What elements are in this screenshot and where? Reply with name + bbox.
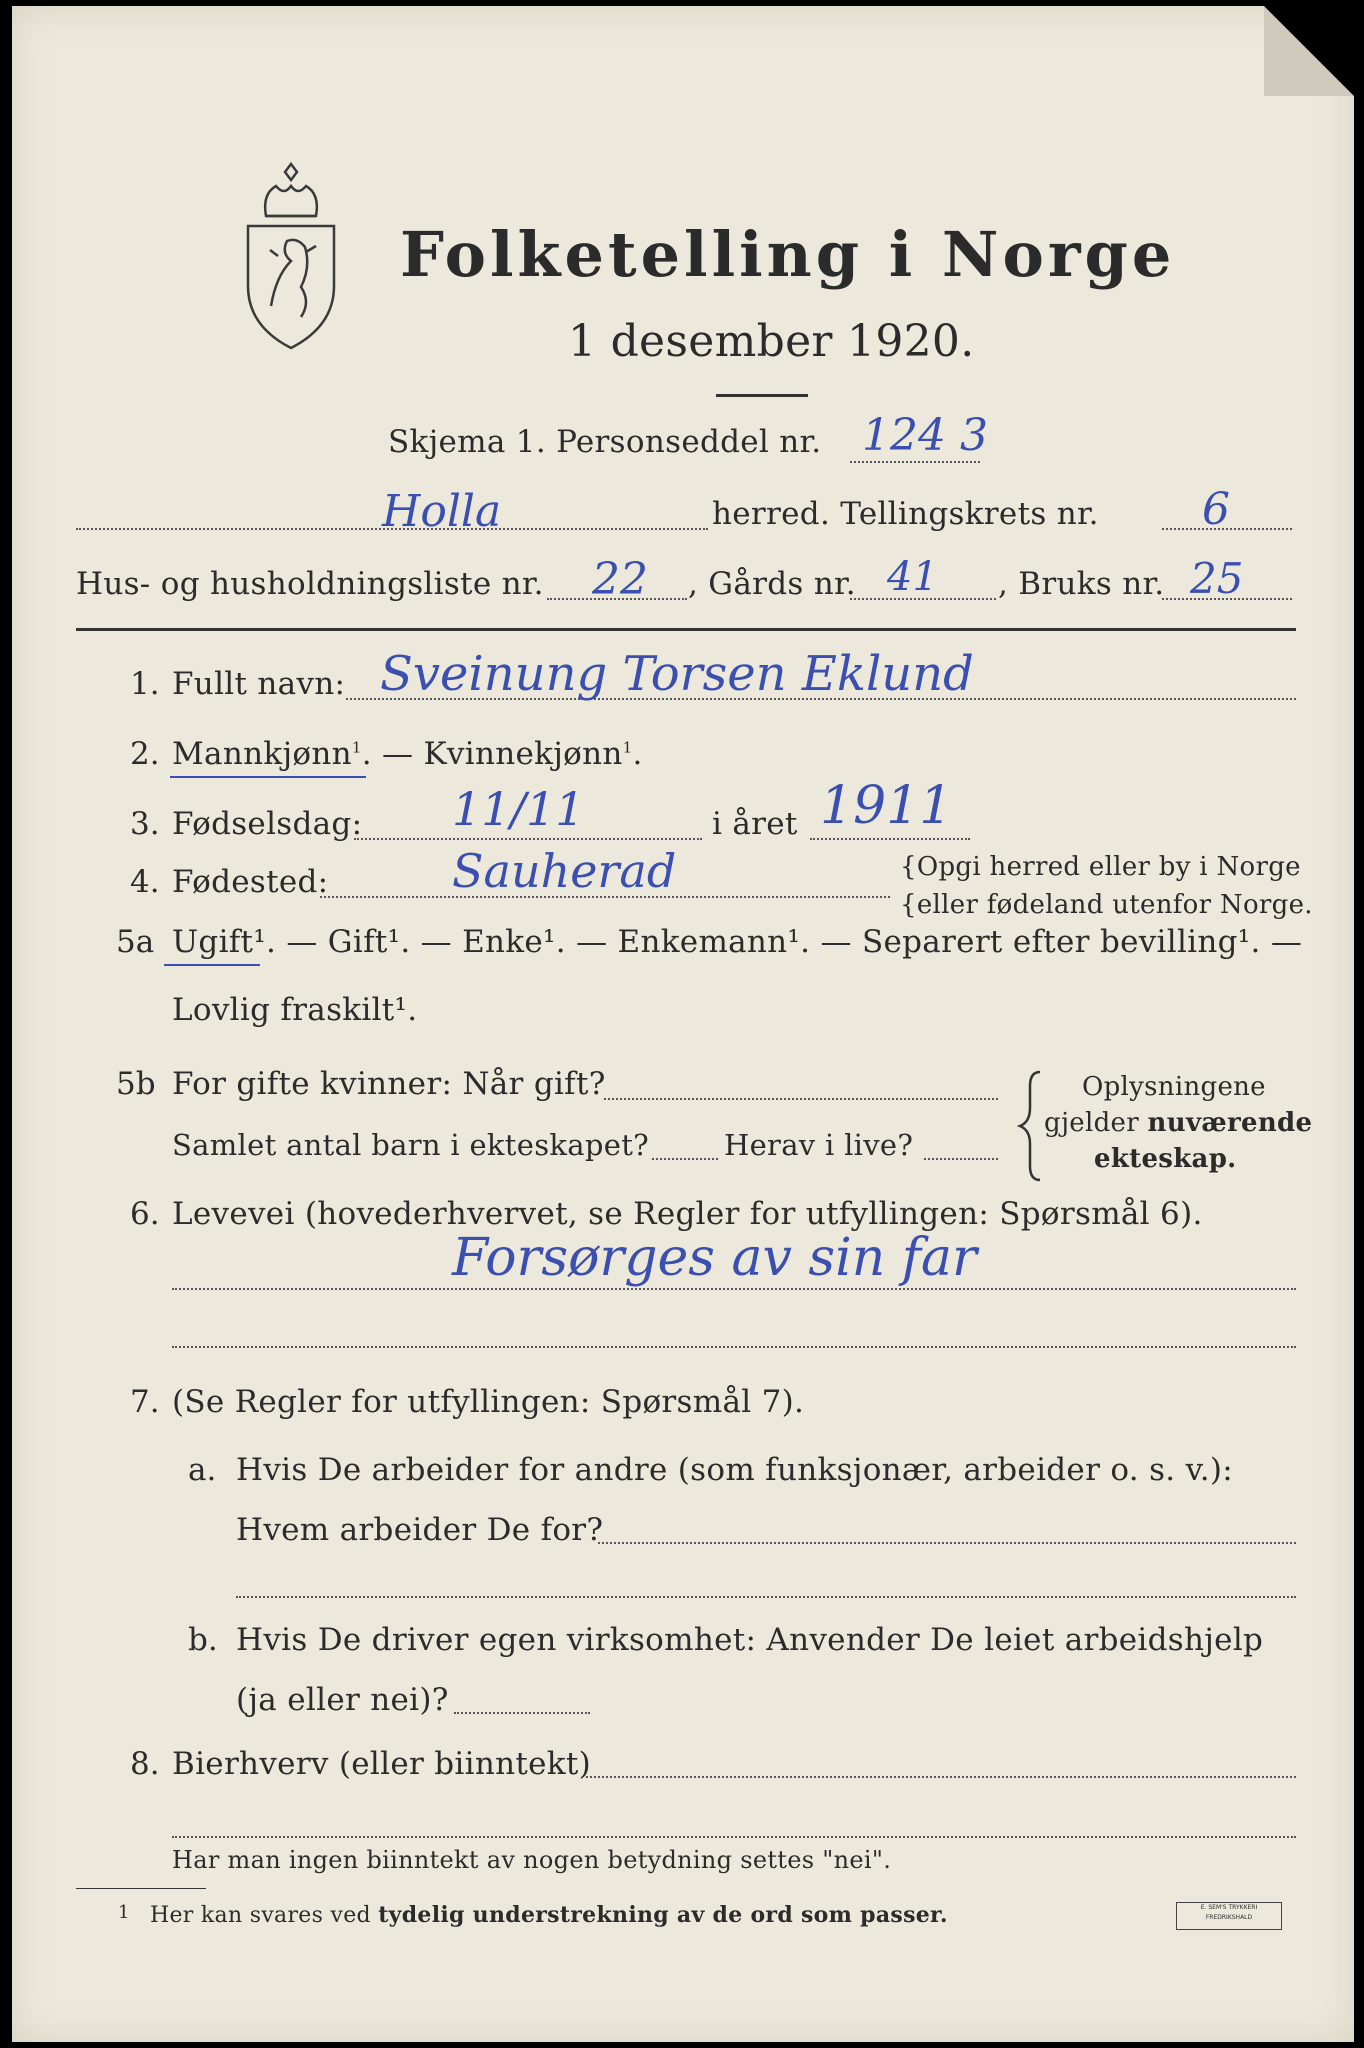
- occupation-line-1: [172, 1288, 1296, 1290]
- marital-status-options[interactable]: Ugift¹. — Gift¹. — Enke¹. — Enkemann¹. — Separert efter bevilling¹. —: [172, 924, 1303, 960]
- q8-label: Bierhverv (eller biinntekt): [172, 1746, 592, 1782]
- q5b-note-1: Oplysningene: [1082, 1072, 1266, 1102]
- q6-number: 6.: [130, 1196, 160, 1232]
- q5b-alive-label: Herav i live?: [724, 1128, 914, 1162]
- side-income-line-2[interactable]: [172, 1836, 1296, 1838]
- personseddel-line: [850, 461, 980, 463]
- brace-icon: [1016, 1070, 1044, 1182]
- male-underline-mark: [170, 776, 366, 778]
- q3-number: 3.: [130, 806, 160, 842]
- married-when-line[interactable]: [604, 1098, 998, 1100]
- folded-corner: [1264, 6, 1354, 96]
- marital-status-line2[interactable]: Lovlig fraskilt¹.: [172, 992, 418, 1028]
- q6-label: Levevei (hovederhvervet, se Regler for utfyllingen: Spørsmål 6).: [172, 1196, 1203, 1232]
- q2-end: .: [632, 736, 643, 772]
- q7a-line2: Hvem arbeider De for?: [236, 1512, 604, 1548]
- year-label: i året: [712, 806, 798, 842]
- q5b-note-2: gjelder nuværende: [1044, 1108, 1313, 1138]
- bruk-value[interactable]: 25: [1190, 554, 1244, 603]
- norwegian-coat-of-arms-icon: [236, 156, 346, 356]
- liste-value[interactable]: 22: [592, 554, 648, 605]
- q7-label: (Se Regler for utfyllingen: Spørsmål 7).: [172, 1384, 805, 1420]
- hus-label: Hus- og husholdningsliste nr.: [76, 566, 544, 602]
- birthday-value[interactable]: 11/11: [452, 782, 585, 836]
- herred-value[interactable]: Holla: [382, 486, 502, 537]
- title-divider: [716, 394, 808, 397]
- personseddel-value[interactable]: 124 3: [862, 410, 988, 461]
- birthday-line: [354, 838, 702, 840]
- q7a-number: a.: [188, 1452, 217, 1488]
- q2-sep: . —: [361, 736, 424, 772]
- footnote-divider: [76, 1888, 206, 1889]
- skjema-label: Skjema 1. Personseddel nr.: [388, 424, 822, 460]
- q1-number: 1.: [130, 666, 160, 702]
- occupation-line-2[interactable]: [172, 1346, 1296, 1348]
- q8-note: Har man ingen biinntekt av nogen betydning settes "nei".: [172, 1846, 892, 1874]
- footnote-text: Her kan svares ved tydelig understrekning av de ord som passer.: [150, 1902, 948, 1928]
- birthplace-value[interactable]: Sauherad: [452, 844, 677, 898]
- male-option[interactable]: Mannkjønn: [172, 736, 352, 772]
- q5b-note-3: ekteskap.: [1094, 1144, 1237, 1174]
- form-date: 1 desember 1920.: [568, 316, 975, 367]
- birthplace-note-1: {Opgi herred eller by i Norge: [900, 852, 1301, 882]
- employer-line-1[interactable]: [598, 1542, 1296, 1544]
- q7-number: 7.: [130, 1384, 160, 1420]
- krets-value[interactable]: 6: [1202, 484, 1230, 535]
- q5b-line1: For gifte kvinner: Når gift?: [172, 1066, 606, 1102]
- year-line: [810, 838, 970, 840]
- header-separator: [76, 628, 1296, 631]
- q4-number: 4.: [130, 864, 160, 900]
- q3-label: Fødselsdag:: [172, 806, 363, 842]
- alive-line[interactable]: [924, 1158, 998, 1160]
- occupation-value[interactable]: Forsørges av sin far: [452, 1228, 977, 1288]
- q1-label: Fullt navn:: [172, 666, 346, 702]
- bruk-label: , Bruks nr.: [998, 566, 1165, 602]
- q8-number: 8.: [130, 1746, 160, 1782]
- gard-value[interactable]: 41: [887, 554, 938, 600]
- footnote-mark: 1: [118, 1902, 130, 1923]
- q7b-line1: Hvis De driver egen virksomhet: Anvender De leiet arbeidshjelp: [236, 1622, 1264, 1658]
- hired-help-line[interactable]: [454, 1712, 590, 1714]
- q2-options: Mannkjønn$^1$. — Kvinnekjønn$^1$.: [172, 736, 643, 772]
- side-income-line-1[interactable]: [586, 1776, 1296, 1778]
- q5a-number: 5a: [116, 924, 155, 960]
- birth-year-value[interactable]: 1911: [820, 776, 953, 836]
- q5b-children-label: Samlet antal barn i ekteskapet?: [172, 1128, 649, 1162]
- q7b-number: b.: [188, 1622, 218, 1658]
- gard-label: , Gårds nr.: [688, 566, 856, 602]
- female-option[interactable]: Kvinnekjønn: [423, 736, 623, 772]
- form-title: Folketelling i Norge: [400, 218, 1176, 291]
- herred-label: herred. Tellingskrets nr.: [712, 496, 1099, 532]
- printer-stamp: E. SEM'S TRYKKERI FREDRIKSHALD: [1176, 1902, 1282, 1930]
- census-form-sheet: [12, 6, 1354, 2042]
- children-line[interactable]: [652, 1158, 718, 1160]
- ugift-underline-mark: [164, 964, 260, 966]
- q5b-number: 5b: [116, 1066, 156, 1102]
- full-name-value[interactable]: Sveinung Torsen Eklund: [380, 646, 974, 702]
- q7a-line1: Hvis De arbeider for andre (som funksjonær, arbeider o. s. v.):: [236, 1452, 1234, 1488]
- q4-label: Fødested:: [172, 864, 329, 900]
- employer-line-2[interactable]: [236, 1596, 1296, 1598]
- q2-number: 2.: [130, 736, 160, 772]
- q7b-line2: (ja eller nei)?: [236, 1682, 449, 1718]
- birthplace-note-2: {eller fødeland utenfor Norge.: [900, 890, 1313, 920]
